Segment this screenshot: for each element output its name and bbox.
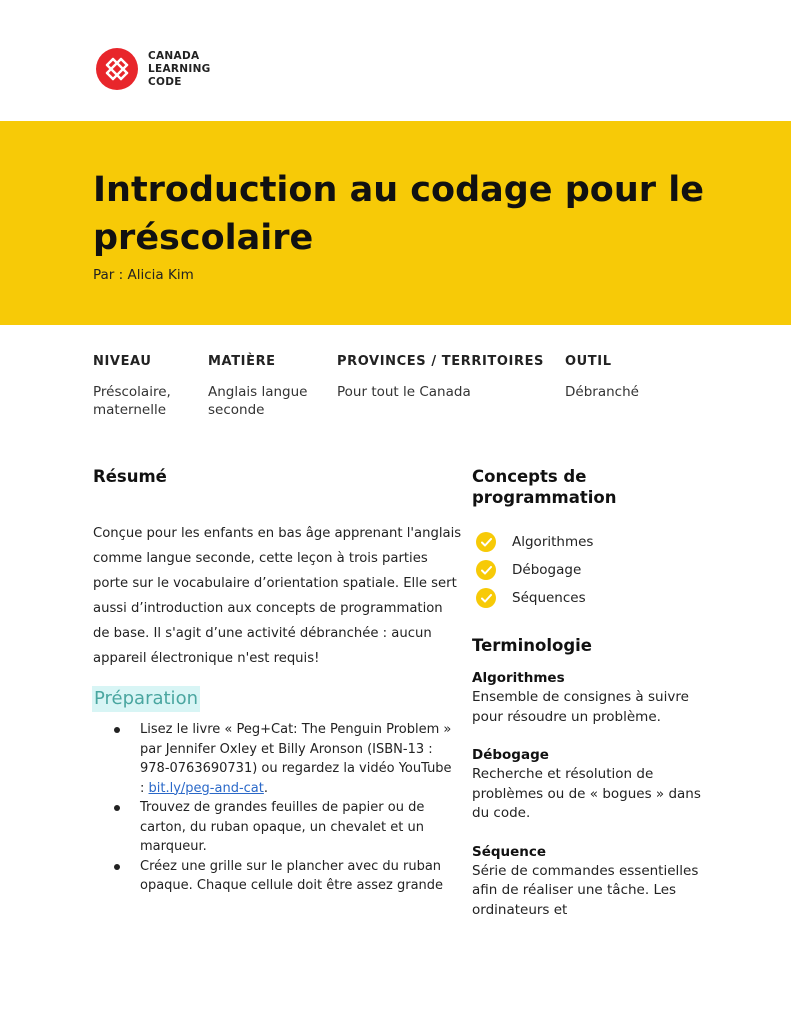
concept-label: Débogage (512, 562, 582, 578)
preparation-list (112, 720, 452, 896)
author-line: Par : Alicia Kim (93, 267, 194, 283)
meta-heading: OUTIL (565, 354, 612, 369)
bullet-icon (114, 864, 120, 870)
preparation-item-text: Lisez le livre « Peg+Cat: The Penguin Problem » par Jennifer Oxley et Billy Aronson (ISBN-13 : 978-0763690731) ou regardez la vidéo YouTube : (140, 722, 452, 796)
logo-wordmark (148, 50, 211, 89)
concept-label: Séquences (512, 590, 586, 606)
term-name: Débogage (472, 747, 549, 763)
concept-item (476, 528, 593, 556)
meta-outil (565, 354, 685, 401)
term-definition: Série de commandes essentielles afin de réaliser une tâche. Les ordinateurs et (472, 862, 699, 918)
concept-item (476, 556, 593, 584)
canada-learning-code-logo-icon (96, 48, 138, 90)
preparation-item-text: Créez une grille sur le plancher avec du ruban opaque. Chaque cellule doit être assez grande (140, 858, 444, 893)
meta-heading: PROVINCES / TERRITOIRES (337, 354, 545, 369)
term-name: Algorithmes (472, 670, 565, 686)
summary-heading: Résumé (93, 467, 167, 486)
page-title: Introduction au codage pour le préscolaire (93, 170, 704, 258)
preparation-item (112, 857, 452, 896)
meta-value: Anglais langue seconde (208, 384, 308, 418)
concept-label: Algorithmes (512, 534, 594, 550)
term-name: Séquence (472, 843, 547, 860)
meta-heading: MATIÈRE (208, 354, 276, 369)
preparation-heading: Préparation (92, 686, 200, 712)
meta-niveau (93, 354, 198, 419)
logo (96, 48, 211, 90)
bullet-icon (114, 727, 120, 733)
checkmark-icon (476, 588, 496, 608)
term-item (472, 669, 712, 727)
logo-line-3: CODE (148, 75, 182, 88)
meta-value: Débranché (565, 384, 639, 400)
concept-item (476, 584, 593, 612)
preparation-item (112, 720, 452, 798)
preparation-item-text: Trouvez de grandes feuilles de papier ou de carton, du ruban opaque, un chevalet et un marqueur. (140, 800, 425, 854)
logo-line-1: CANADA (148, 49, 200, 62)
term-definition: Ensemble de consignes à suivre pour résoudre un problème. (472, 689, 689, 725)
term-definition: Recherche et résolution de problèmes ou de « bogues » dans du code. (472, 766, 701, 821)
concepts-list (476, 528, 593, 612)
meta-matiere (208, 354, 323, 419)
terminology-heading: Terminologie (472, 636, 592, 655)
preparation-item-end: . (263, 780, 268, 796)
preparation-item (112, 798, 452, 857)
checkmark-icon (476, 532, 496, 552)
meta-provinces (337, 354, 552, 401)
summary-text: Conçue pour les enfants en bas âge apprenant l'anglais comme langue seconde, cette leçon à trois parties porte sur le vocabulaire d’orientation spatiale. Elle sert aussi d’introduction aux concepts de programmation de base. Il s'agit d’une activité débranchée : aucun appareil électronique n'est requis! (93, 526, 462, 666)
term-item (472, 843, 712, 921)
meta-value: Préscolaire, maternelle (93, 384, 171, 418)
logo-line-2: LEARNING (148, 62, 211, 75)
concepts-heading: Concepts de programmation (472, 467, 617, 507)
bullet-icon (114, 805, 120, 811)
term-item (472, 746, 712, 824)
youtube-link[interactable]: bit.ly/peg-and-cat (148, 780, 264, 796)
terminology-list (472, 669, 712, 939)
checkmark-icon (476, 560, 496, 580)
meta-heading: NIVEAU (93, 354, 152, 369)
meta-value: Pour tout le Canada (337, 384, 471, 400)
